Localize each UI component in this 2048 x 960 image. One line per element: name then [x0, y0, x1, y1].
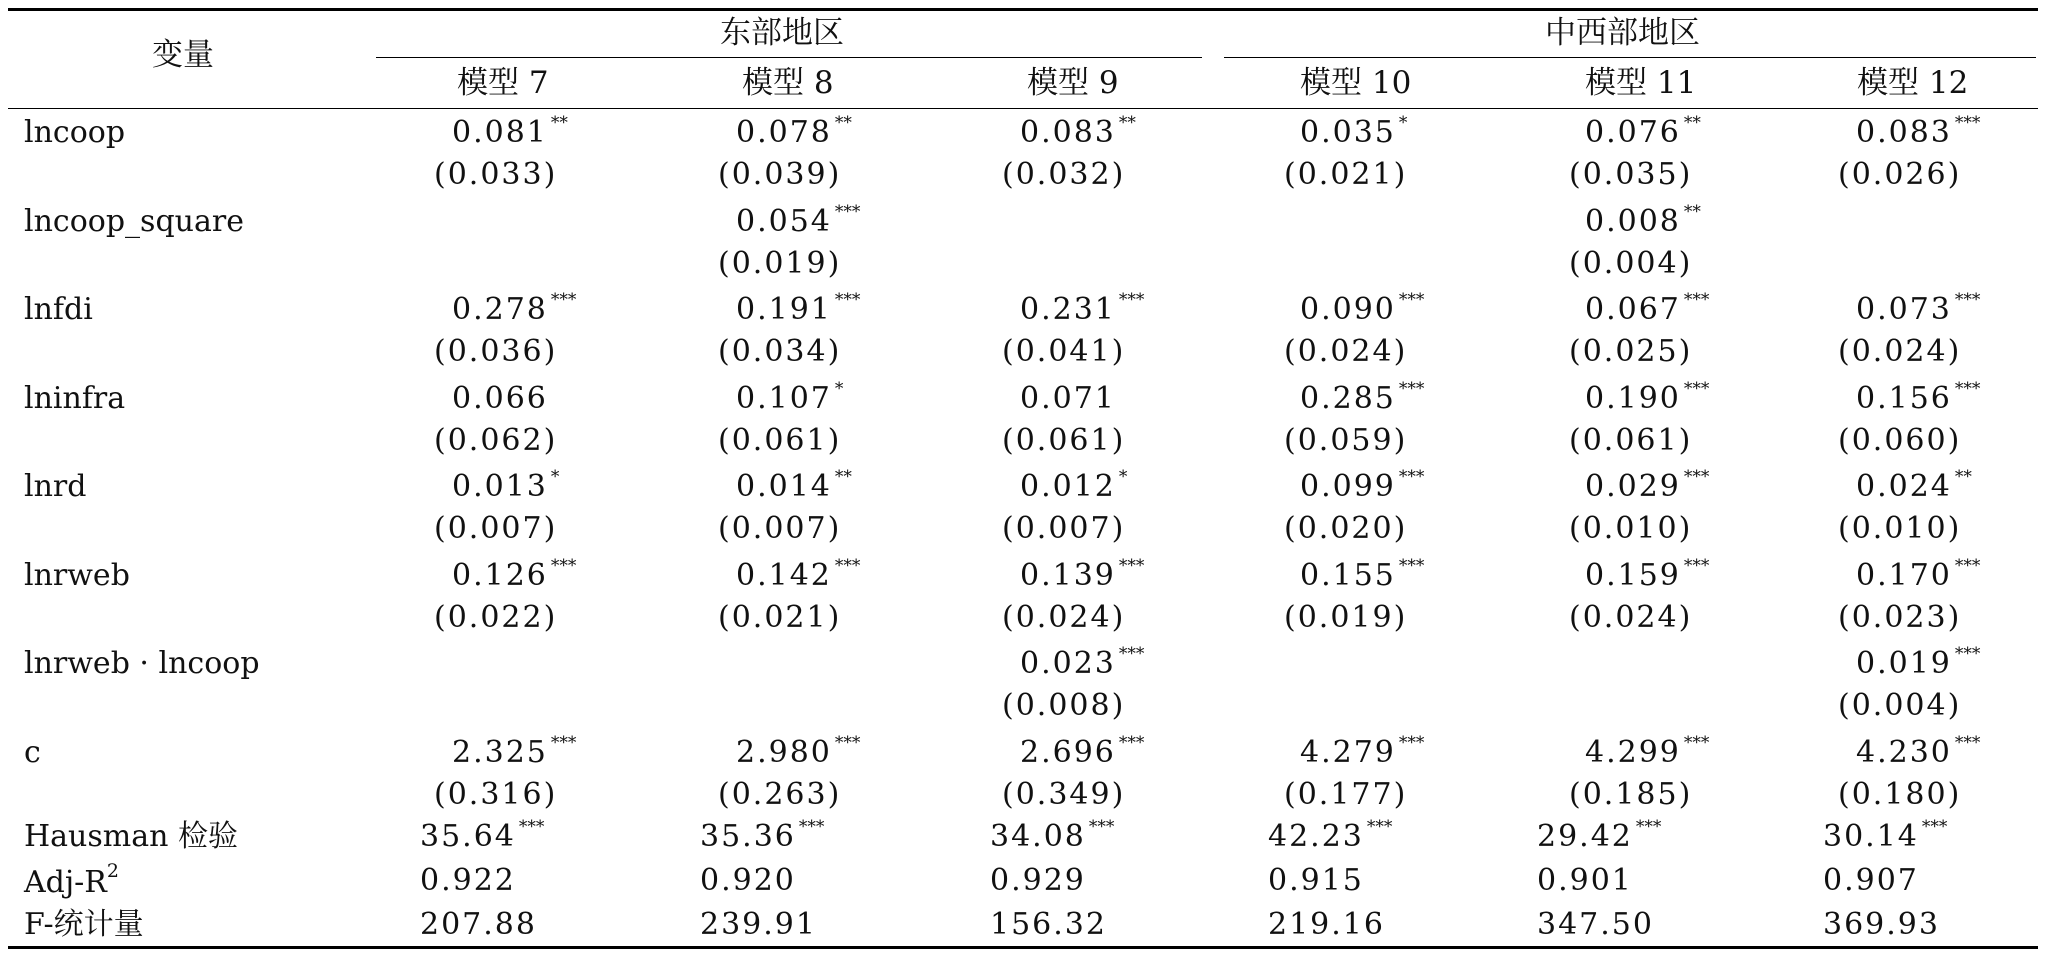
row-label: c	[24, 734, 41, 770]
coefficient-value: 0.067	[1585, 292, 1681, 327]
coefficient-cell	[1856, 644, 1981, 681]
standard-error-cell: (0.024)	[1838, 334, 1962, 369]
coefficient-cell	[736, 732, 861, 770]
significance-stars: ***	[834, 555, 861, 576]
coefficient-value: 0.008	[1585, 203, 1681, 239]
significance-stars: ***	[1954, 378, 1981, 399]
coefficient-value: 34.08	[990, 819, 1086, 854]
standard-error-cell: (0.061)	[1002, 422, 1126, 458]
coefficient-cell	[736, 290, 861, 327]
significance-stars: *	[834, 378, 844, 399]
coefficient-cell	[1585, 467, 1710, 504]
row-label: lnrd	[24, 469, 87, 504]
coefficient-value: 219.16	[1268, 907, 1385, 942]
coefficient-value: 369.93	[1823, 907, 1940, 942]
coefficient-value: 2.696	[1020, 734, 1116, 770]
significance-stars: **	[1683, 201, 1701, 222]
significance-stars: ***	[1683, 732, 1710, 753]
header-rule	[8, 108, 2038, 109]
significance-stars: ***	[834, 201, 861, 222]
coefficient-value: 42.23	[1268, 819, 1364, 854]
coefficient-value: 207.88	[420, 907, 537, 942]
coefficient-value: 0.023	[1020, 646, 1116, 681]
significance-stars: ***	[1118, 555, 1145, 576]
stat-value-cell	[990, 907, 1107, 942]
standard-error-cell: (0.041)	[1002, 334, 1126, 369]
significance-stars: **	[1954, 467, 1972, 487]
row-label: lnfdi	[24, 292, 93, 327]
standard-error-cell: (0.061)	[1569, 422, 1693, 458]
stat-value-cell	[700, 817, 825, 854]
standard-error-cell: (0.024)	[1284, 334, 1408, 369]
row-label: lnrweb · lncoop	[24, 646, 260, 681]
standard-error-cell: (0.185)	[1569, 776, 1693, 812]
standard-error-cell: (0.021)	[718, 599, 842, 635]
significance-stars: ***	[1366, 817, 1393, 837]
standard-error-cell: (0.316)	[434, 776, 558, 812]
standard-error-cell: (0.180)	[1838, 776, 1962, 812]
coefficient-value: 0.078	[736, 115, 832, 150]
coefficient-cell	[1300, 378, 1425, 416]
significance-stars: **	[834, 113, 852, 133]
standard-error-cell: (0.020)	[1284, 511, 1408, 546]
standard-error-cell: (0.019)	[718, 245, 842, 281]
coefficient-cell	[736, 113, 852, 150]
stat-label: F-统计量	[24, 907, 144, 942]
standard-error-cell: (0.059)	[1284, 422, 1408, 458]
coefficient-value: 0.920	[700, 863, 796, 898]
significance-stars: *	[1398, 113, 1408, 133]
coefficient-cell	[1856, 555, 1981, 593]
coefficient-cell	[736, 378, 844, 416]
model-header: 模型 11	[1585, 65, 1697, 101]
coefficient-value: 0.066	[452, 380, 548, 416]
stat-value-cell	[1823, 907, 1940, 942]
significance-stars: ***	[1954, 644, 1981, 664]
model-header: 模型 12	[1857, 65, 1969, 101]
coefficient-cell	[1300, 732, 1425, 770]
standard-error-cell: (0.035)	[1569, 157, 1693, 192]
significance-stars: ***	[1683, 290, 1710, 310]
coefficient-value: 0.278	[452, 292, 548, 327]
coefficient-cell	[1300, 467, 1425, 504]
coefficient-value: 239.91	[700, 907, 817, 942]
significance-stars: ***	[1954, 555, 1981, 576]
standard-error-cell: (0.007)	[718, 511, 842, 546]
standard-error-cell: (0.060)	[1838, 422, 1962, 458]
standard-error-cell: (0.025)	[1569, 334, 1693, 369]
standard-error-cell: (0.177)	[1284, 776, 1408, 812]
standard-error-cell: (0.019)	[1284, 599, 1408, 635]
standard-error-cell: (0.024)	[1569, 599, 1693, 635]
row-label: lninfra	[24, 380, 126, 416]
group-header-east: 东部地区	[720, 15, 844, 51]
coefficient-value: 0.922	[420, 863, 516, 898]
stat-value-cell	[990, 817, 1115, 854]
coefficient-cell	[1856, 378, 1981, 416]
coefficient-cell	[1300, 113, 1408, 150]
stat-value-cell	[700, 863, 796, 898]
row-label: lncoop	[24, 115, 126, 150]
coefficient-value: 0.929	[990, 863, 1086, 898]
stat-value-cell	[1537, 863, 1633, 898]
coefficient-value: 0.191	[736, 292, 832, 327]
coefficient-cell	[1020, 113, 1136, 150]
coefficient-cell	[1020, 380, 1116, 416]
stat-value-cell	[1823, 863, 1919, 898]
significance-stars: ***	[798, 817, 825, 837]
coefficient-cell	[1020, 644, 1145, 681]
group-header-midwest: 中西部地区	[1545, 15, 1700, 51]
significance-stars: ***	[1398, 555, 1425, 576]
coefficient-value: 4.279	[1300, 734, 1396, 770]
coefficient-value: 0.083	[1856, 115, 1952, 150]
coefficient-cell	[1585, 378, 1710, 416]
coefficient-cell	[452, 380, 548, 416]
row-label: lncoop_square	[24, 203, 244, 239]
coefficient-cell	[1300, 555, 1425, 593]
significance-stars: ***	[1635, 817, 1662, 837]
significance-stars: ***	[550, 732, 577, 753]
standard-error-cell: (0.021)	[1284, 157, 1408, 192]
coefficient-value: 0.139	[1020, 557, 1116, 593]
significance-stars: **	[550, 113, 568, 133]
coefficient-cell	[1856, 290, 1981, 327]
coefficient-value: 0.035	[1300, 115, 1396, 150]
coefficient-cell	[1585, 113, 1701, 150]
top-rule	[8, 8, 2038, 11]
coefficient-value: 2.325	[452, 734, 548, 770]
significance-stars: ***	[518, 817, 545, 837]
significance-stars: ***	[1118, 732, 1145, 753]
coefficient-value: 0.142	[736, 557, 832, 593]
coefficient-value: 0.159	[1585, 557, 1681, 593]
standard-error-cell: (0.007)	[1002, 511, 1126, 546]
significance-stars: ***	[834, 732, 861, 753]
standard-error-cell: (0.036)	[434, 334, 558, 369]
coefficient-cell	[452, 555, 577, 593]
significance-stars: ***	[1683, 555, 1710, 576]
coefficient-value: 0.076	[1585, 115, 1681, 150]
coefficient-value: 30.14	[1823, 819, 1919, 854]
stat-value-cell	[420, 817, 545, 854]
coefficient-value: 0.013	[452, 469, 548, 504]
significance-stars: ***	[1954, 732, 1981, 753]
group-rule-midwest	[1224, 57, 2036, 58]
significance-stars: ***	[1921, 817, 1948, 837]
standard-error-cell: (0.032)	[1002, 157, 1126, 192]
coefficient-cell	[1856, 467, 1972, 504]
coefficient-value: 0.024	[1856, 469, 1952, 504]
coefficient-value: 4.299	[1585, 734, 1681, 770]
standard-error-cell: (0.008)	[1002, 688, 1126, 723]
significance-stars: ***	[1954, 290, 1981, 310]
significance-stars: ***	[1118, 290, 1145, 310]
coefficient-value: 0.054	[736, 203, 832, 239]
stat-label: Adj-$R^2$	[24, 860, 119, 900]
coefficient-value: 0.231	[1020, 292, 1116, 327]
coefficient-value: 0.190	[1585, 380, 1681, 416]
coefficient-value: 0.073	[1856, 292, 1952, 327]
model-header: 模型 9	[1027, 65, 1119, 101]
stat-value-cell	[990, 863, 1086, 898]
coefficient-value: 0.029	[1585, 469, 1681, 504]
coefficient-value: 0.155	[1300, 557, 1396, 593]
stat-value-cell	[1823, 817, 1948, 854]
bottom-rule	[8, 946, 2038, 949]
significance-stars: ***	[1118, 644, 1145, 664]
standard-error-cell: (0.026)	[1838, 157, 1962, 192]
stat-value-cell	[1537, 907, 1654, 942]
model-header: 模型 8	[742, 65, 834, 101]
significance-stars: **	[1683, 113, 1701, 133]
significance-stars: **	[1118, 113, 1136, 133]
coefficient-cell	[452, 113, 568, 150]
coefficient-cell	[452, 732, 577, 770]
significance-stars: ***	[1683, 378, 1710, 399]
coefficient-cell	[1585, 555, 1710, 593]
standard-error-cell: (0.007)	[434, 511, 558, 546]
significance-stars: ***	[550, 290, 577, 310]
coefficient-cell	[1585, 732, 1710, 770]
standard-error-cell: (0.349)	[1002, 776, 1126, 812]
coefficient-cell	[1585, 290, 1710, 327]
coefficient-value: 35.64	[420, 819, 516, 854]
coefficient-cell	[1300, 290, 1425, 327]
coefficient-cell	[1585, 201, 1701, 239]
stat-value-cell	[1268, 863, 1364, 898]
coefficient-cell	[736, 201, 861, 239]
significance-stars: ***	[1398, 732, 1425, 753]
stat-value-cell	[420, 907, 537, 942]
coefficient-value: 0.071	[1020, 380, 1116, 416]
significance-stars: ***	[1398, 467, 1425, 487]
coefficient-cell	[1856, 732, 1981, 770]
coefficient-cell	[1020, 732, 1145, 770]
row-label: lnrweb	[24, 557, 130, 593]
coefficient-cell	[1020, 555, 1145, 593]
coefficient-cell	[1020, 290, 1145, 327]
stat-value-cell	[700, 907, 817, 942]
stat-label: Hausman 检验	[24, 819, 238, 854]
coefficient-value: 0.126	[452, 557, 548, 593]
standard-error-cell: (0.061)	[718, 422, 842, 458]
significance-stars: ***	[1398, 378, 1425, 399]
significance-stars: ***	[834, 290, 861, 310]
coefficient-value: 0.901	[1537, 863, 1633, 898]
coefficient-value: 0.907	[1823, 863, 1919, 898]
coefficient-cell	[452, 290, 577, 327]
coefficient-cell	[452, 467, 560, 504]
group-rule-east	[376, 57, 1202, 58]
coefficient-value: 0.170	[1856, 557, 1952, 593]
significance-stars: *	[550, 467, 560, 487]
coefficient-value: 0.083	[1020, 115, 1116, 150]
coefficient-value: 0.107	[736, 380, 832, 416]
standard-error-cell: (0.023)	[1838, 599, 1962, 635]
standard-error-cell: (0.024)	[1002, 599, 1126, 635]
standard-error-cell: (0.039)	[718, 157, 842, 192]
coefficient-value: 0.099	[1300, 469, 1396, 504]
significance-stars: ***	[1683, 467, 1710, 487]
coefficient-value: 4.230	[1856, 734, 1952, 770]
standard-error-cell: (0.022)	[434, 599, 558, 635]
coefficient-value: 0.081	[452, 115, 548, 150]
significance-stars: ***	[1088, 817, 1115, 837]
coefficient-value: 347.50	[1537, 907, 1654, 942]
coefficient-value: 0.285	[1300, 380, 1396, 416]
coefficient-cell	[1856, 113, 1981, 150]
coefficient-cell	[1020, 467, 1128, 504]
coefficient-cell	[736, 467, 852, 504]
standard-error-cell: (0.010)	[1569, 511, 1693, 546]
significance-stars: ***	[1954, 113, 1981, 133]
coefficient-value: 2.980	[736, 734, 832, 770]
model-header: 模型 7	[457, 65, 549, 101]
coefficient-value: 0.012	[1020, 469, 1116, 504]
coefficient-value: 156.32	[990, 907, 1107, 942]
significance-stars: **	[834, 467, 852, 487]
stat-value-cell	[420, 863, 516, 898]
significance-stars: *	[1118, 467, 1128, 487]
significance-stars: ***	[550, 555, 577, 576]
stat-label-superscript: 2	[106, 860, 119, 882]
coefficient-value: 0.090	[1300, 292, 1396, 327]
coefficient-value: 35.36	[700, 819, 796, 854]
coefficient-value: 0.915	[1268, 863, 1364, 898]
standard-error-cell: (0.004)	[1838, 688, 1962, 723]
coefficient-cell	[736, 555, 861, 593]
stat-value-cell	[1268, 817, 1393, 854]
coefficient-value: 0.019	[1856, 646, 1952, 681]
coefficient-value: 29.42	[1537, 819, 1633, 854]
model-header: 模型 10	[1300, 65, 1412, 101]
standard-error-cell: (0.004)	[1569, 245, 1693, 281]
coefficient-value: 0.014	[736, 469, 832, 504]
significance-stars: ***	[1398, 290, 1425, 310]
variable-header: 变量	[152, 37, 214, 73]
standard-error-cell: (0.010)	[1838, 511, 1962, 546]
standard-error-cell: (0.034)	[718, 334, 842, 369]
stat-value-cell	[1268, 907, 1385, 942]
standard-error-cell: (0.062)	[434, 422, 558, 458]
standard-error-cell: (0.263)	[718, 776, 842, 812]
coefficient-value: 0.156	[1856, 380, 1952, 416]
standard-error-cell: (0.033)	[434, 157, 558, 192]
stat-value-cell	[1537, 817, 1662, 854]
